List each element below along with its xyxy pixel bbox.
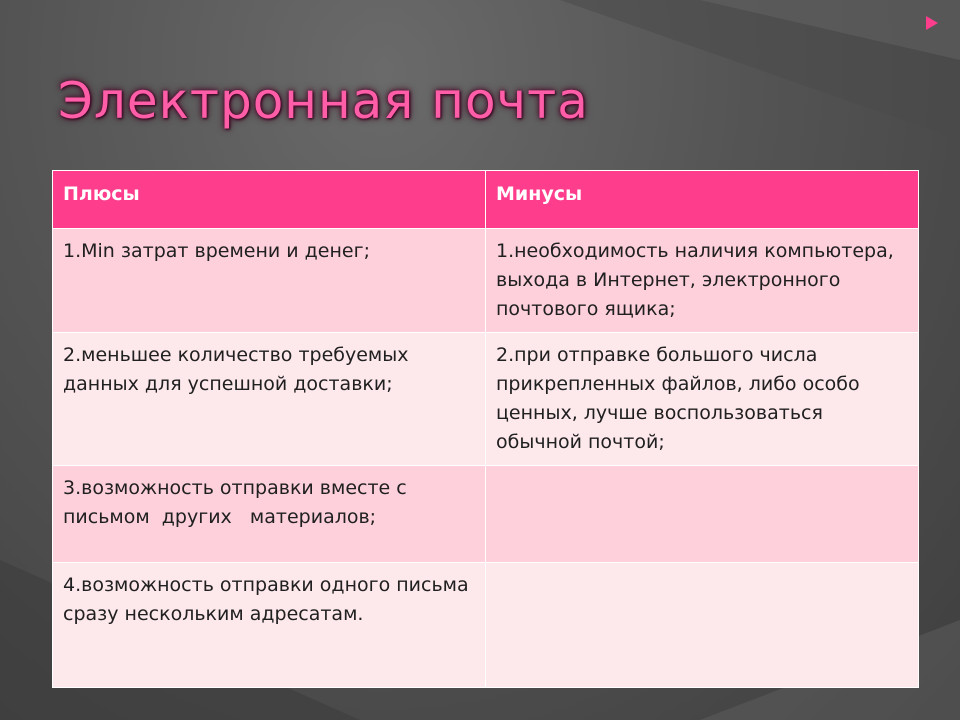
pro-cell: 4.возможность отправки одного письма сразу нескольким адресатам. (53, 563, 486, 688)
table-row (53, 466, 919, 563)
pro-cell: 3.возможность отправки вместе с письмом других материалов; (53, 466, 486, 563)
con-cell (486, 563, 919, 688)
table-row (53, 563, 919, 688)
table-row (53, 229, 919, 333)
slide-title: Электронная почта (58, 72, 589, 130)
con-cell: 2.при отправке большого числа прикрепленных файлов, либо особо ценных, лучше воспользоваться обычной почтой; (486, 333, 919, 466)
con-cell: 1.необходимость наличия компьютера, выхода в Интернет, электронного почтового ящика; (486, 229, 919, 333)
con-cell (486, 466, 919, 563)
pro-cell: 1.Min затрат времени и денег; (53, 229, 486, 333)
header-pros: Плюсы (53, 171, 486, 229)
table-header-row (53, 171, 919, 229)
header-cons: Минусы (486, 171, 919, 229)
pro-cell: 2.меньшее количество требуемых данных для успешной доставки; (53, 333, 486, 466)
table-row (53, 333, 919, 466)
pros-cons-table (52, 170, 919, 688)
